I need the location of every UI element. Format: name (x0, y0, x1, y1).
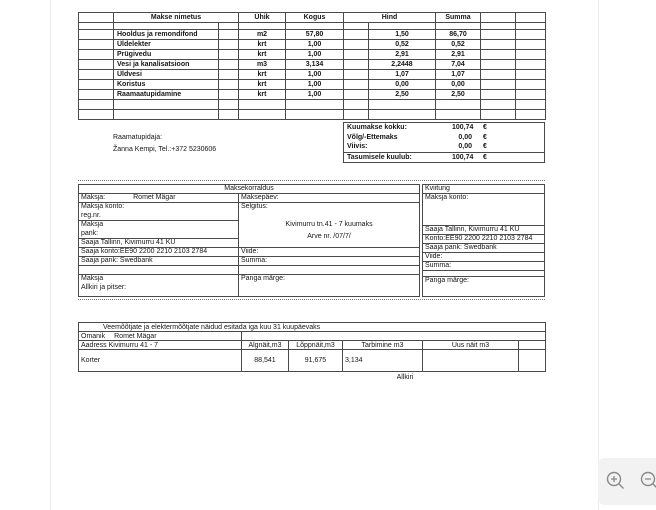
receipt-receiver: Saaja Tallinn, Kivimurru 41 KÜ (423, 226, 544, 235)
table-row (79, 60, 546, 70)
col-header-sum: Summa (436, 13, 481, 23)
accountant-contact: Žanna Kempi, Tel.:+372 5230606 (113, 146, 217, 153)
col-header-price: Hind (344, 13, 436, 23)
item-price: 0,00 (369, 80, 436, 90)
euro-sign: € (483, 133, 487, 141)
receipt-bank-note: Panga märge: (425, 277, 469, 284)
item-unit: krt (239, 90, 286, 100)
item-unit: krt (239, 40, 286, 50)
item-name: Hooldus ja remondifond (114, 30, 219, 40)
meter-end-value: 91,675 (289, 350, 343, 372)
item-price: 1,07 (369, 70, 436, 80)
invoice-header-row (79, 13, 546, 23)
perforation-line (78, 299, 545, 300)
viewer-zoom-toolbar (598, 458, 656, 505)
total-value: 100,74 (452, 153, 474, 161)
receipt-bank: Saaja pank: Swedbank (423, 244, 544, 253)
item-sum: 7,04 (436, 60, 481, 70)
receipt-box (422, 184, 545, 297)
explanation-line2: Arve nr. /07/7/ (307, 233, 351, 240)
table-row (79, 110, 546, 120)
owner-cell: Omanik Romet Mägar (79, 332, 242, 341)
item-sum: 86,70 (436, 30, 481, 40)
explanation-label: Selgitus: (241, 203, 268, 210)
empty-row (79, 266, 238, 275)
explanation-line1: Kivimurru tn.41 - 7 kuumaks (285, 220, 373, 228)
bank-note-row: Panga märge: (241, 275, 285, 282)
reference-row: Viide: (239, 248, 419, 257)
item-sum: 2,91 (436, 50, 481, 60)
total-value: 100,74 (452, 124, 474, 132)
total-row-due (344, 152, 544, 162)
total-label: Võlg/-Ettemaks (347, 133, 398, 141)
address-cell: Aadress Kivimurru 41 - 7 (79, 341, 242, 350)
zoom-out-icon (638, 469, 656, 493)
invoice-table (78, 12, 546, 120)
zoom-in-button[interactable] (604, 469, 628, 493)
col-header-qty: Kogus (286, 13, 344, 23)
euro-sign: € (483, 153, 487, 161)
page-right-edge (598, 0, 599, 510)
payer-name: Romet Mägar (133, 194, 176, 201)
item-sum: 0,00 (436, 80, 481, 90)
zoom-out-button[interactable] (638, 469, 656, 493)
meter-owner-row (79, 332, 546, 341)
item-name: Üldvesi (114, 70, 219, 80)
meter-readings-table (78, 322, 546, 372)
item-price: 2,50 (369, 90, 436, 100)
item-name: Koristus (114, 80, 219, 90)
table-row (79, 100, 546, 110)
col-header-end: Lõppnäit,m3 (289, 341, 343, 350)
amount-row: Summa: (239, 257, 419, 266)
item-sum: 1,07 (436, 70, 481, 80)
perforation-line (78, 180, 545, 181)
total-row (344, 123, 544, 133)
meter-notice: Veemõõtjate ja elektermõõtjate näidud esitada iga kuu 31 kuupäevaks (79, 323, 546, 332)
table-row (79, 50, 546, 60)
zoom-in-icon (604, 469, 628, 493)
table-row (79, 80, 546, 90)
col-header-usage: Tarbimine m3 (343, 341, 423, 350)
meter-row-label: Korter (79, 350, 242, 372)
item-unit: m2 (239, 30, 286, 40)
receipt-reference: Viide: (423, 253, 544, 262)
signature-row: Maksja Allkiri ja pitser: (81, 275, 127, 291)
table-row (79, 30, 546, 40)
item-price: 1,50 (369, 30, 436, 40)
euro-sign: € (483, 143, 487, 151)
table-row (79, 40, 546, 50)
empty-row (239, 266, 419, 275)
item-qty: 1,00 (286, 40, 344, 50)
accountant-block (113, 132, 216, 156)
owner-name: Romet Mägar (114, 332, 157, 340)
meter-header-row (79, 341, 546, 350)
col-header-start: Algnäit,m3 (242, 341, 289, 350)
item-unit: m3 (239, 60, 286, 70)
item-unit: krt (239, 80, 286, 90)
item-qty: 3,134 (286, 60, 344, 70)
item-price: 2,91 (369, 50, 436, 60)
totals-box (343, 122, 545, 163)
table-row (79, 70, 546, 80)
payment-order-payer-column (79, 194, 239, 296)
receipt-title: Kviitung (423, 185, 544, 194)
item-name: Prügivedu (114, 50, 219, 60)
item-name: Vesi ja kanalisatsioon (114, 60, 219, 70)
receipt-payer-account: Maksja konto: (423, 194, 544, 226)
col-header-new: Uus näit m3 (423, 341, 519, 350)
item-sum: 0,52 (436, 40, 481, 50)
signature-label: Allkiri (396, 374, 414, 381)
item-unit: krt (239, 50, 286, 60)
meter-data-row (79, 350, 546, 372)
receipt-account: Konto:EE90 2200 2210 2103 2784 (423, 235, 544, 244)
item-sum: 2,50 (436, 90, 481, 100)
item-name: Raamaatupidamine (114, 90, 219, 100)
payment-order-box (78, 184, 420, 297)
receipt-amount: Summa: (423, 262, 544, 271)
item-qty: 1,00 (286, 50, 344, 60)
total-label: Viivis: (347, 143, 368, 151)
item-qty: 1,00 (286, 90, 344, 100)
total-row (344, 142, 544, 152)
total-label: Tasumisele kuulub: (347, 153, 412, 161)
total-row (344, 133, 544, 143)
accountant-label: Raamatupidaja: (113, 134, 163, 141)
item-name: Üldelekter (114, 40, 219, 50)
item-price: 2,2448 (369, 60, 436, 70)
item-unit: krt (239, 70, 286, 80)
item-qty: 1,00 (286, 80, 344, 90)
payer-row: Maksja: Romet Mägar (79, 194, 238, 203)
receiver-row: Saaja Tallinn, Kivimurru 41 KÜ (79, 239, 238, 248)
euro-sign: € (483, 124, 487, 132)
receiver-bank-row: Saaja pank: Swedbank (79, 257, 238, 266)
receiver-account-row: Saaja konto:EE90 2200 2210 2103 2784 (79, 248, 238, 257)
item-price: 0,52 (369, 40, 436, 50)
payment-order-title: Maksekorraldus (79, 185, 419, 194)
table-row (79, 23, 546, 30)
total-value: 0,00 (458, 133, 472, 141)
payer-bank-row: Maksja pank: (79, 221, 238, 239)
meter-usage-value: 3,134 (343, 350, 423, 372)
payment-order-detail-column (239, 194, 419, 296)
total-label: Kuumakse kokku: (347, 124, 407, 132)
col-header-unit: Ühik (239, 13, 286, 23)
item-qty: 57,80 (286, 30, 344, 40)
meter-new-value (423, 350, 519, 372)
meter-notice-row (79, 323, 546, 332)
payer-account-row: Maksja konto: reg.nr. (79, 203, 238, 221)
explanation-cell (239, 203, 419, 248)
col-header-name: Makse nimetus (114, 13, 239, 23)
table-row (79, 90, 546, 100)
meter-start-value: 88,541 (242, 350, 289, 372)
payment-date-row: Maksepäev: (239, 194, 419, 203)
total-value: 0,00 (458, 143, 472, 151)
item-qty: 1,00 (286, 70, 344, 80)
page-left-edge (50, 0, 51, 510)
